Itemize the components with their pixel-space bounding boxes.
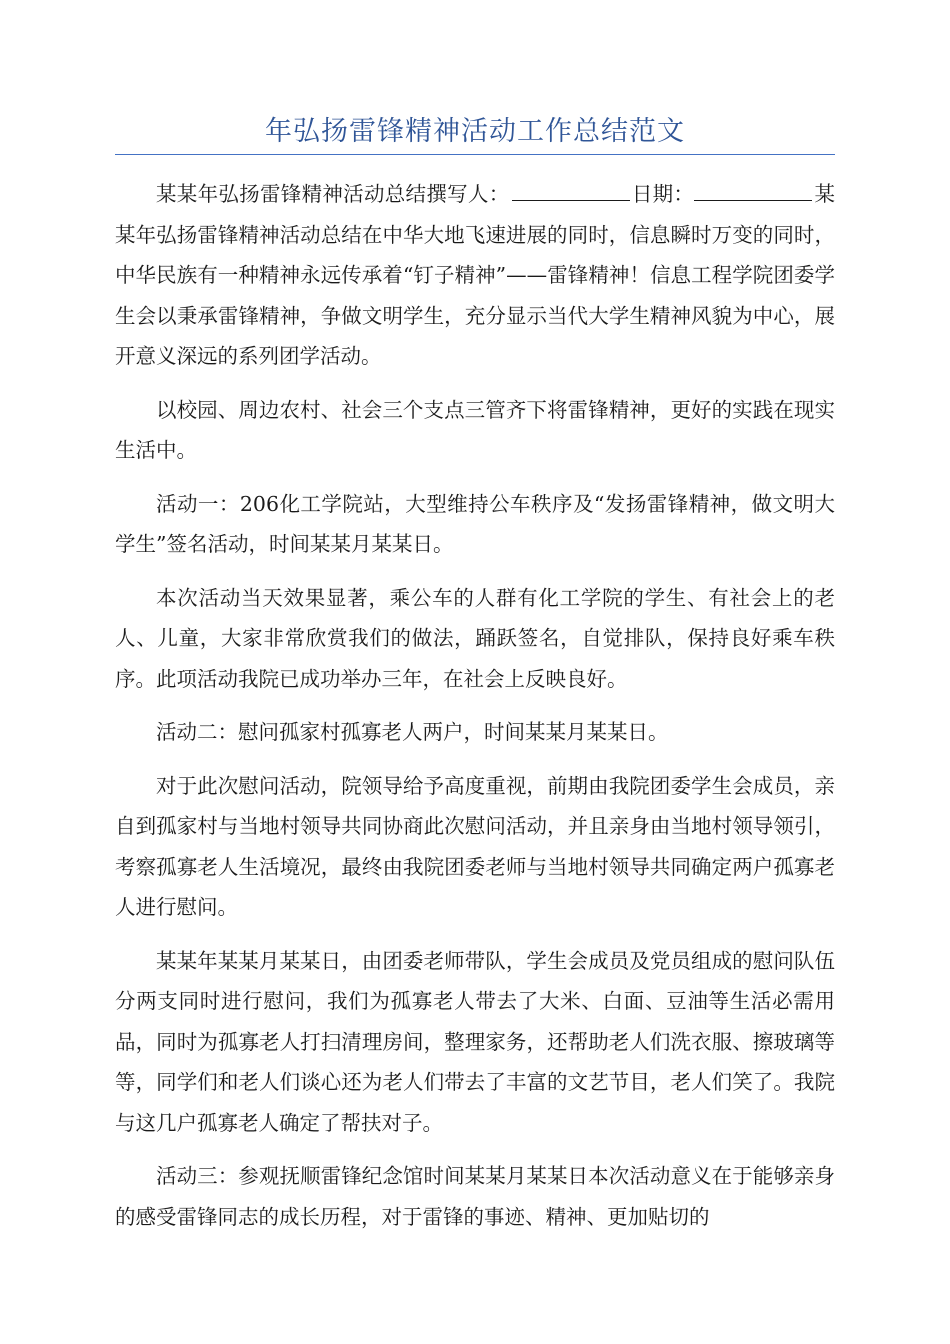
document-body (115, 174, 835, 1250)
intro-text: 某某年弘扬雷锋精神活动总结在中华大地飞速进展的同时，信息瞬时万变的同时，中华民族有一种精神永远传承着“钉子精神”——雷锋精神！信息工程学院团委学生会以秉承雷锋精神，争做文明学生，充分显示当代大学生精神风貌为中心，展开意义深远的系列团学活动。 (115, 182, 836, 368)
intro-paragraph (115, 174, 835, 377)
paragraph: 以校园、周边农村、社会三个支点三管齐下将雷锋精神，更好的实践在现实生活中。 (115, 397, 835, 462)
paragraph: 活动一：206化工学院站，大型维持公车秩序及“发扬雷锋精神，做文明大学生”签名活动，时间某某月某某日。 (115, 491, 835, 556)
title-underline (115, 154, 835, 155)
document-title: 年弘扬雷锋精神活动工作总结范文 (265, 116, 685, 147)
author-blank (512, 181, 630, 201)
paragraph: 某某年某某月某某日，由团委老师带队，学生会成员及党员组成的慰问队伍分两支同时进行慰问，我们为孤寡老人带去了大米、白面、豆油等生活必需用品，同时为孤寡老人打扫清理房间，整理家务，还帮助老人们洗衣服、擦玻璃等等，同学们和老人们谈心还为老人们带去了丰富的文艺节目，老人们笑了。我院与这几户孤寡老人确定了帮扶对子。 (115, 948, 835, 1135)
date-blank (694, 181, 812, 201)
paragraph: 对于此次慰问活动，院领导给予高度重视，前期由我院团委学生会成员，亲自到孤家村与当地村领导共同协商此次慰问活动，并且亲身由当地村领导领引，考察孤寡老人生活境况，最终由我院团委老师与当地村领导共同确定两户孤寡老人进行慰问。 (115, 773, 835, 919)
date-label: 日期： (631, 182, 695, 206)
author-label: 某某年弘扬雷锋精神活动总结撰写人： (156, 182, 510, 206)
paragraph: 活动三：参观抚顺雷锋纪念馆时间某某月某某日本次活动意义在于能够亲身的感受雷锋同志的成长历程，对于雷锋的事迹、精神、更加贴切的 (115, 1164, 835, 1229)
paragraph: 本次活动当天效果显著，乘公车的人群有化工学院的学生、有社会上的老人、儿童，大家非常欣赏我们的做法，踊跃签名，自觉排队，保持良好乘车秩序。此项活动我院已成功举办三年，在社会上反映良好。 (115, 585, 835, 691)
paragraph: 活动二：慰问孤家村孤寡老人两户，时间某某月某某日。 (156, 720, 669, 744)
